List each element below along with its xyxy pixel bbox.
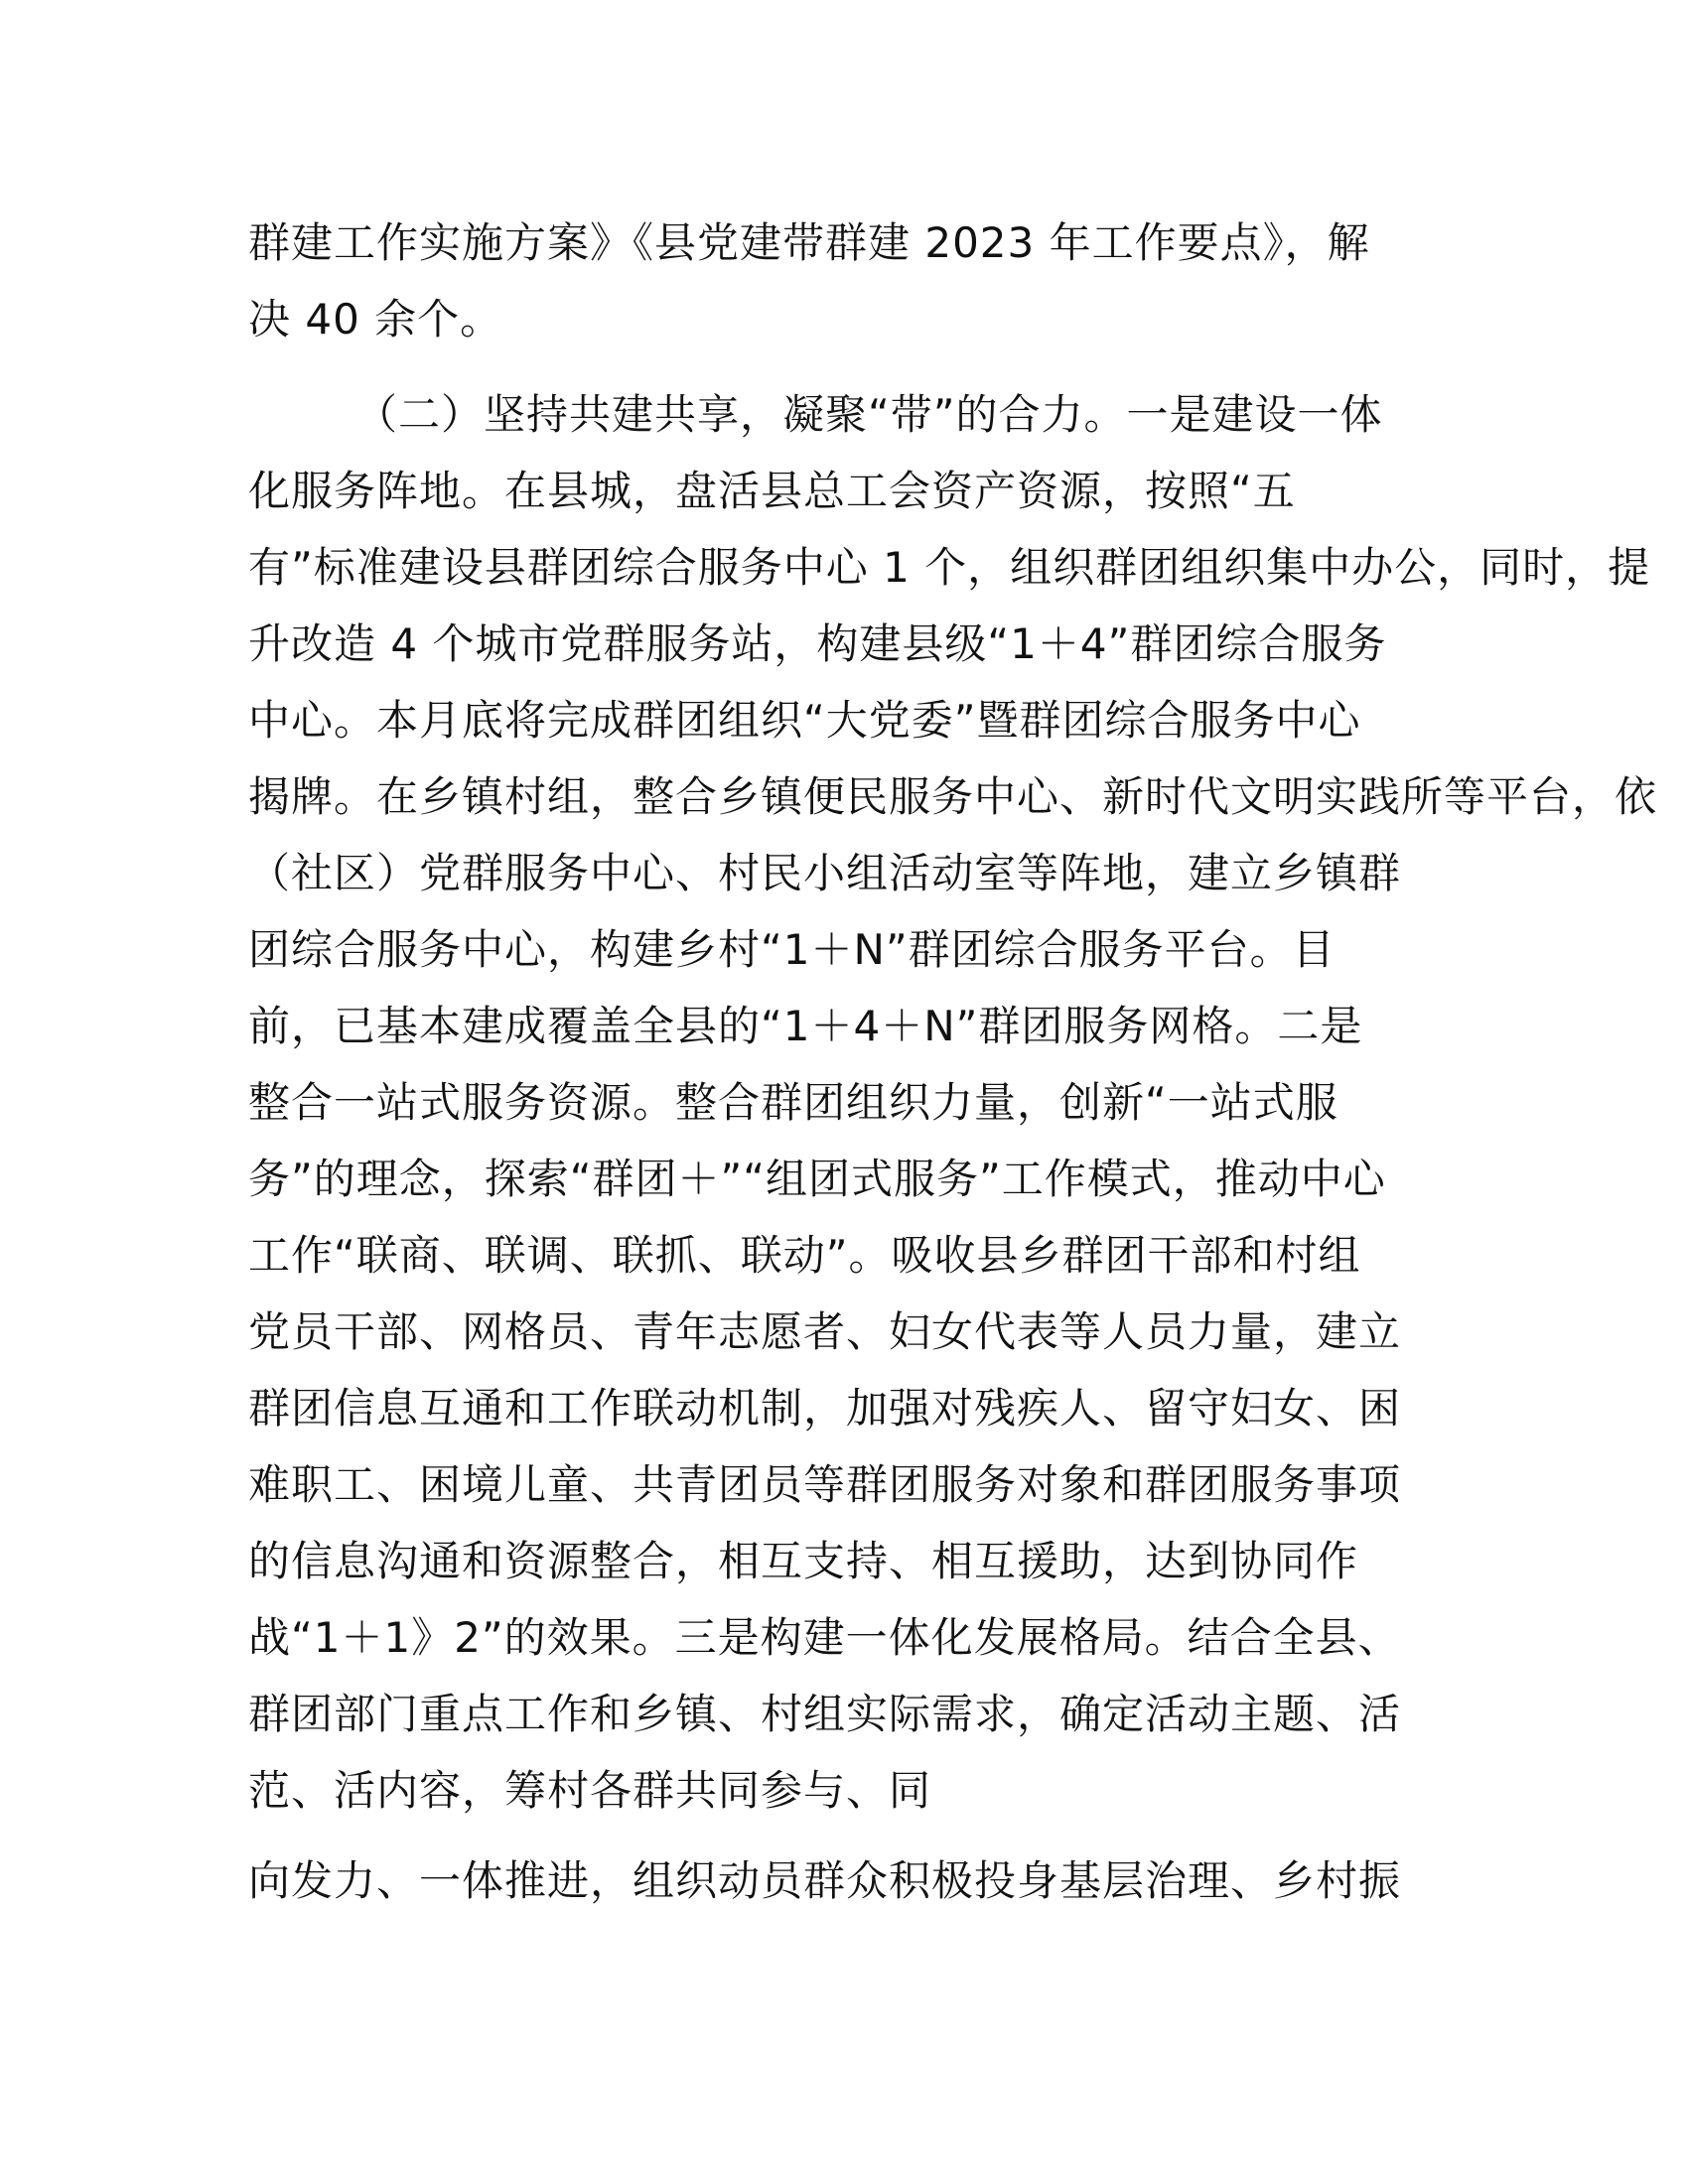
text-line: 群团部门重点工作和乡镇、村组实际需求，确定活动主题、活	[248, 1690, 1402, 1738]
text-line: 前，已基本建成覆盖全县的“1＋4＋N”群团服务网格。二是	[248, 1002, 1363, 1050]
text-line: 向发力、一体推进，组织动员群众积极投身基层治理、乡村振	[248, 1856, 1402, 1905]
text-line: 难职工、困境儿童、共青团员等群团服务对象和群团服务事项	[248, 1460, 1402, 1509]
text-line: 整合一站式服务资源。整合群团组织力量，创新“一站式服	[248, 1078, 1338, 1127]
text-line: 升改造 4 个城市党群服务站，构建县级“1＋4”群团综合服务	[248, 619, 1387, 668]
text-line: 战“1＋1》2”的效果。三是构建一体化发展格局。结合全县、	[248, 1613, 1401, 1662]
paragraph-heading-line: （二）坚持共建共享，凝聚“带”的合力。一是建设一体	[355, 390, 1383, 439]
text-line: 揭牌。在乡镇村组，整合乡镇便民服务中心、新时代文明实践所等平台，依	[248, 772, 1658, 821]
text-line: （社区）党群服务中心、村民小组活动室等阵地，建立乡镇群	[248, 849, 1402, 897]
text-line: 中心。本月底将完成群团组织“大党委”暨群团综合服务中心	[248, 696, 1361, 745]
text-line: 决 40 余个。	[248, 295, 503, 343]
text-line: 务”的理念，探索“群团＋”“组团式服务”工作模式，推动中心	[248, 1155, 1386, 1203]
text-line: 群团信息互通和工作联动机制，加强对残疾人、留守妇女、困	[248, 1384, 1402, 1433]
overlapping-text: 有”标准建设县群团综合服务中心 1 个，组织群团组织集中办公，同时，提	[248, 543, 1651, 592]
text-line: 范、活内容，筹村各群共同参与、同	[248, 1766, 932, 1815]
text-line: 群建工作实施方案》《县党建带群建 2023 年工作要点》，解	[248, 218, 1370, 267]
text-line: 工作“联商、联调、联抓、联动”。吸收县乡群团干部和村组	[248, 1231, 1361, 1280]
text-line: 的信息沟通和资源整合，相互支持、相互援助，达到协同作	[248, 1537, 1359, 1585]
text-line: 团综合服务中心，构建乡村“1＋N”群团综合服务平台。目	[248, 925, 1336, 974]
text-line: 化服务阵地。在县城，盘活县总工会资产资源，按照“五	[248, 467, 1296, 515]
text-line: 党员干部、网格员、青年志愿者、妇女代表等人员力量，建立	[248, 1307, 1402, 1356]
